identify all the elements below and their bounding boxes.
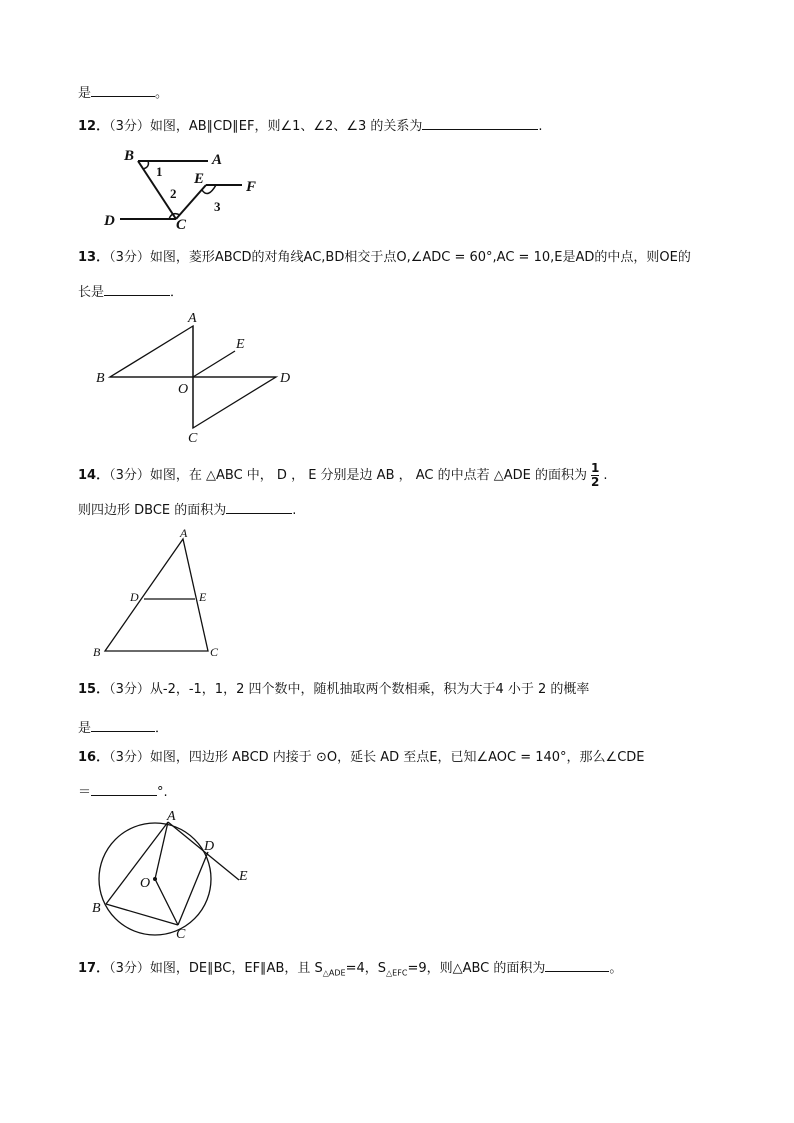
answer-blank[interactable] xyxy=(422,115,538,130)
question-text: =4，S xyxy=(345,961,387,976)
question-text: 从-2，-1，1，2 四个数中，随机抽取两个数相乘，积为大于4 小于 2 的概率 xyxy=(149,682,590,697)
question-score: （3分） xyxy=(109,682,150,697)
question-prefix: ＝ xyxy=(78,785,92,800)
question-number: 12． xyxy=(78,119,110,134)
label-D: D xyxy=(130,590,139,604)
question-score: （3分） xyxy=(109,468,150,483)
label-O: O xyxy=(140,876,151,891)
question-suffix: . xyxy=(538,119,543,134)
label-B: B xyxy=(93,645,101,659)
question-prefix: 是 xyxy=(78,721,92,736)
q11-prefix: 是 xyxy=(78,86,92,101)
question-score: （3分） xyxy=(109,250,150,265)
question-text: =9，则△ABC 的面积为 xyxy=(407,961,546,976)
label-E: E xyxy=(236,337,245,352)
question-suffix: °. xyxy=(157,785,168,800)
question-suffix: . xyxy=(292,503,297,518)
question-suffix: ． xyxy=(155,721,169,736)
q12-figure xyxy=(100,145,270,233)
q15-stem xyxy=(78,681,589,699)
question-text: 如图，AB∥CD∥EF，则∠1、∠2、∠3 的关系为 xyxy=(149,119,423,134)
label-B: B xyxy=(92,901,101,916)
fraction-numerator: 1 xyxy=(591,461,600,475)
subscript-efc: △EFC xyxy=(386,968,408,978)
q16-circle-figure xyxy=(88,808,263,943)
question-text: 如图，菱形ABCD的对角线AC,BD相交于点O,∠ADC = 60°,AC = 10,E是AD的中点，则OE的 xyxy=(149,250,691,265)
question-suffix: ． xyxy=(170,285,184,300)
answer-blank[interactable] xyxy=(226,499,292,514)
fraction xyxy=(591,462,599,489)
question-text: 如图，在 △ABC 中， D ， E 分别是边 AB ， AC 的中点若 △ADE 的面积为 xyxy=(149,468,588,483)
center-dot xyxy=(153,877,157,881)
question-score: （3分） xyxy=(109,961,150,976)
label-E: E xyxy=(194,171,205,187)
label-A: A xyxy=(167,809,176,824)
q14-stem xyxy=(78,462,608,489)
q11-tail xyxy=(78,82,168,103)
label-C: C xyxy=(176,927,186,942)
label-B: B xyxy=(96,371,105,386)
q11-suffix: 。 xyxy=(155,86,169,101)
label-A: A xyxy=(188,311,197,326)
label-E: E xyxy=(239,869,248,884)
question-number: 17． xyxy=(78,961,110,976)
q16-line2 xyxy=(78,781,168,802)
angle-2-label: 2 xyxy=(170,186,177,201)
q14-triangle-figure xyxy=(90,528,230,663)
label-A: A xyxy=(212,152,223,168)
question-number: 13． xyxy=(78,250,110,265)
q12-stem xyxy=(78,115,543,136)
q17-stem xyxy=(78,957,622,983)
label-B: B xyxy=(124,148,135,164)
question-score: （3分） xyxy=(109,750,150,765)
label-D: D xyxy=(204,839,215,854)
subscript-ade: △ADE xyxy=(322,968,346,978)
question-text: 如图，DE∥BC，EF∥AB，且 S xyxy=(149,961,323,976)
answer-blank[interactable] xyxy=(104,281,170,296)
q14-line2 xyxy=(78,499,296,520)
label-D: D xyxy=(280,371,291,386)
question-text-end: . xyxy=(603,468,608,483)
question-text: 如图，四边形 ABCD 内接于 ⊙O，延长 AD 至点E，已知∠AOC = 140°，那么∠CDE xyxy=(149,750,645,765)
question-score: （3分） xyxy=(109,119,150,134)
q13-stem xyxy=(78,249,691,267)
answer-blank[interactable] xyxy=(545,957,609,972)
question-number: 14． xyxy=(78,468,110,483)
question-suffix: 。 xyxy=(609,961,623,976)
q16-stem xyxy=(78,749,645,767)
label-C: C xyxy=(188,431,198,446)
question-number: 16． xyxy=(78,750,110,765)
label-E: E xyxy=(199,590,207,604)
q13-line2 xyxy=(78,281,183,302)
fraction-denominator: 2 xyxy=(591,475,600,489)
angle-1-label: 1 xyxy=(156,164,163,179)
label-D: D xyxy=(104,213,115,229)
label-O: O xyxy=(178,382,189,397)
answer-blank[interactable] xyxy=(91,717,155,732)
label-A: A xyxy=(180,526,188,540)
question-text: 则四边形 DBCE 的面积为 xyxy=(78,503,227,518)
answer-blank[interactable] xyxy=(91,82,155,97)
label-C: C xyxy=(176,217,187,233)
q15-line2 xyxy=(78,717,168,738)
question-prefix: 长是 xyxy=(78,285,105,300)
angle-3-label: 3 xyxy=(214,199,221,214)
label-C: C xyxy=(210,645,219,659)
question-number: 15． xyxy=(78,682,110,697)
q13-rhombus-figure xyxy=(90,308,300,448)
label-F: F xyxy=(246,179,257,195)
answer-blank[interactable] xyxy=(91,781,157,796)
